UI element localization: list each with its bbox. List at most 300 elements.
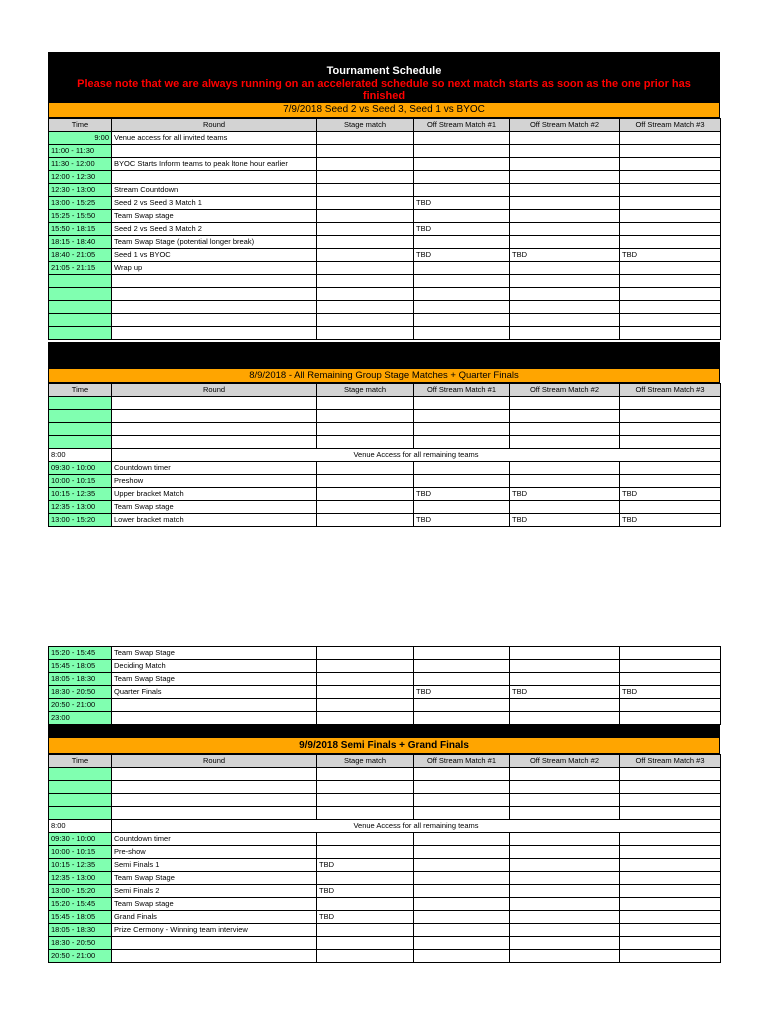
schedule-row bbox=[49, 327, 721, 340]
schedule-cell bbox=[620, 262, 721, 275]
schedule-cell bbox=[317, 184, 414, 197]
schedule-cell bbox=[112, 768, 317, 781]
schedule-row bbox=[49, 436, 721, 449]
schedule-cell bbox=[317, 699, 414, 712]
schedule-cell: Semi Finals 1 bbox=[112, 859, 317, 872]
schedule-cell: Countdown timer bbox=[112, 462, 317, 475]
column-header: Off Stream Match #1 bbox=[414, 755, 510, 768]
schedule-cell bbox=[317, 197, 414, 210]
schedule-cell bbox=[317, 846, 414, 859]
schedule-cell: Stream Countdown bbox=[112, 184, 317, 197]
schedule-row bbox=[49, 514, 721, 527]
schedule-cell bbox=[414, 301, 510, 314]
schedule-cell bbox=[620, 223, 721, 236]
time-cell: 18:30 - 20:50 bbox=[49, 686, 112, 699]
schedule-cell bbox=[620, 660, 721, 673]
schedule-cell bbox=[510, 950, 620, 963]
schedule-cell bbox=[414, 807, 510, 820]
schedule-cell bbox=[620, 275, 721, 288]
time-cell: 21:05 - 21:15 bbox=[49, 262, 112, 275]
schedule-cell bbox=[510, 660, 620, 673]
time-cell: 15:20 - 15:45 bbox=[49, 647, 112, 660]
column-header: Off Stream Match #3 bbox=[620, 119, 721, 132]
schedule-row bbox=[49, 833, 721, 846]
schedule-cell bbox=[414, 397, 510, 410]
schedule-cell bbox=[317, 249, 414, 262]
schedule-cell bbox=[414, 859, 510, 872]
schedule-cell bbox=[620, 301, 721, 314]
schedule-row bbox=[49, 314, 721, 327]
schedule-cell bbox=[620, 327, 721, 340]
time-cell bbox=[49, 794, 112, 807]
schedule-row bbox=[49, 275, 721, 288]
schedule-cell bbox=[510, 145, 620, 158]
schedule-cell bbox=[414, 132, 510, 145]
schedule-cell bbox=[317, 488, 414, 501]
column-header: Time bbox=[49, 119, 112, 132]
schedule-row bbox=[49, 794, 721, 807]
time-cell: 18:05 - 18:30 bbox=[49, 673, 112, 686]
schedule-cell bbox=[317, 223, 414, 236]
schedule-cell bbox=[317, 950, 414, 963]
schedule-cell: TBD bbox=[510, 686, 620, 699]
time-cell: 23:00 bbox=[49, 712, 112, 725]
column-header: Off Stream Match #3 bbox=[620, 384, 721, 397]
schedule-cell bbox=[510, 327, 620, 340]
time-cell: 11:00 - 11:30 bbox=[49, 145, 112, 158]
schedule-cell bbox=[414, 145, 510, 158]
schedule-cell bbox=[112, 288, 317, 301]
schedule-row bbox=[49, 872, 721, 885]
schedule-cell bbox=[317, 768, 414, 781]
schedule-cell bbox=[510, 885, 620, 898]
schedule-cell bbox=[112, 275, 317, 288]
schedule-row bbox=[49, 223, 721, 236]
schedule-cell: Venue access for all invited teams bbox=[112, 132, 317, 145]
schedule-cell bbox=[510, 859, 620, 872]
schedule-row bbox=[49, 807, 721, 820]
schedule-cell bbox=[317, 410, 414, 423]
schedule-cell: Grand Finals bbox=[112, 911, 317, 924]
schedule-cell bbox=[317, 314, 414, 327]
time-cell bbox=[49, 275, 112, 288]
schedule-cell: Quarter Finals bbox=[112, 686, 317, 699]
time-cell: 11:30 - 12:00 bbox=[49, 158, 112, 171]
schedule-cell bbox=[620, 673, 721, 686]
schedule-cell bbox=[317, 145, 414, 158]
schedule-cell: TBD bbox=[317, 911, 414, 924]
schedule-cell bbox=[510, 768, 620, 781]
schedule-row bbox=[49, 132, 721, 145]
schedule-row bbox=[49, 488, 721, 501]
schedule-cell: Deciding Match bbox=[112, 660, 317, 673]
schedule-cell: Team Swap Stage bbox=[112, 647, 317, 660]
schedule-row bbox=[49, 262, 721, 275]
schedule-cell bbox=[414, 314, 510, 327]
schedule-cell bbox=[620, 462, 721, 475]
schedule-row bbox=[49, 210, 721, 223]
schedule-cell bbox=[317, 872, 414, 885]
schedule-cell bbox=[317, 436, 414, 449]
schedule-row bbox=[49, 288, 721, 301]
schedule-cell bbox=[317, 132, 414, 145]
schedule-row bbox=[49, 184, 721, 197]
schedule-cell bbox=[414, 885, 510, 898]
schedule-cell: TBD bbox=[620, 514, 721, 527]
column-header-row bbox=[49, 384, 721, 397]
schedule-cell bbox=[317, 924, 414, 937]
schedule-cell bbox=[620, 158, 721, 171]
column-header: Off Stream Match #1 bbox=[414, 119, 510, 132]
schedule-cell bbox=[620, 501, 721, 514]
day2-table bbox=[48, 383, 721, 527]
schedule-cell bbox=[317, 794, 414, 807]
time-cell: 20:50 - 21:00 bbox=[49, 699, 112, 712]
schedule-cell bbox=[112, 301, 317, 314]
schedule-cell bbox=[112, 171, 317, 184]
schedule-cell bbox=[317, 647, 414, 660]
schedule-cell bbox=[317, 475, 414, 488]
schedule-row bbox=[49, 145, 721, 158]
schedule-cell bbox=[620, 410, 721, 423]
time-cell: 15:45 - 18:05 bbox=[49, 911, 112, 924]
schedule-cell bbox=[510, 410, 620, 423]
day3-table bbox=[48, 754, 721, 963]
column-header: Round bbox=[112, 755, 317, 768]
section-separator bbox=[48, 342, 720, 368]
schedule-cell bbox=[414, 846, 510, 859]
schedule-cell bbox=[620, 872, 721, 885]
schedule-cell: Lower bracket match bbox=[112, 514, 317, 527]
time-cell: 9:00 bbox=[49, 132, 112, 145]
schedule-cell bbox=[414, 327, 510, 340]
schedule-cell bbox=[510, 937, 620, 950]
time-cell: 18:40 - 21:05 bbox=[49, 249, 112, 262]
schedule-cell bbox=[510, 781, 620, 794]
schedule-cell bbox=[620, 197, 721, 210]
schedule-cell bbox=[510, 262, 620, 275]
schedule-cell bbox=[112, 145, 317, 158]
schedule-cell bbox=[620, 768, 721, 781]
schedule-cell bbox=[620, 781, 721, 794]
schedule-cell bbox=[112, 937, 317, 950]
time-cell: 12:35 - 13:00 bbox=[49, 501, 112, 514]
column-header: Off Stream Match #3 bbox=[620, 755, 721, 768]
time-cell: 10:00 - 10:15 bbox=[49, 846, 112, 859]
schedule-cell bbox=[510, 898, 620, 911]
schedule-cell bbox=[510, 210, 620, 223]
schedule-row bbox=[49, 410, 721, 423]
schedule-cell bbox=[414, 911, 510, 924]
column-header: Off Stream Match #2 bbox=[510, 384, 620, 397]
schedule-cell bbox=[620, 807, 721, 820]
schedule-cell: Seed 2 vs Seed 3 Match 2 bbox=[112, 223, 317, 236]
schedule-cell bbox=[620, 132, 721, 145]
schedule-cell bbox=[317, 423, 414, 436]
column-header: Off Stream Match #2 bbox=[510, 755, 620, 768]
schedule-row bbox=[49, 781, 721, 794]
schedule-cell bbox=[414, 872, 510, 885]
schedule-cell bbox=[510, 397, 620, 410]
time-cell: 12:35 - 13:00 bbox=[49, 872, 112, 885]
page-title: Tournament Schedule bbox=[326, 65, 442, 77]
time-cell: 10:15 - 12:35 bbox=[49, 859, 112, 872]
day1-table bbox=[48, 118, 721, 340]
schedule-cell bbox=[620, 911, 721, 924]
schedule-cell bbox=[414, 794, 510, 807]
section-separator bbox=[48, 724, 720, 737]
schedule-row bbox=[49, 686, 721, 699]
schedule-cell: BYOC Starts Inform teams to peak ltone hour earlier bbox=[112, 158, 317, 171]
time-cell bbox=[49, 410, 112, 423]
schedule-cell bbox=[317, 236, 414, 249]
schedule-cell bbox=[414, 660, 510, 673]
schedule-cell bbox=[620, 924, 721, 937]
time-cell bbox=[49, 807, 112, 820]
schedule-cell bbox=[414, 699, 510, 712]
schedule-cell: Upper bracket Match bbox=[112, 488, 317, 501]
day3-section bbox=[48, 754, 720, 963]
schedule-cell bbox=[414, 768, 510, 781]
schedule-cell: Prize Cermony - Winning team interview bbox=[112, 924, 317, 937]
column-header: Stage match bbox=[317, 755, 414, 768]
schedule-cell bbox=[112, 410, 317, 423]
schedule-cell bbox=[510, 462, 620, 475]
schedule-cell bbox=[414, 937, 510, 950]
schedule-cell bbox=[510, 301, 620, 314]
schedule-row bbox=[49, 249, 721, 262]
day2-section bbox=[48, 383, 720, 527]
schedule-cell: Team Swap Stage (potential longer break) bbox=[112, 236, 317, 249]
venue-access-row bbox=[49, 820, 721, 833]
schedule-cell bbox=[510, 223, 620, 236]
schedule-row bbox=[49, 397, 721, 410]
venue-access-text: Venue Access for all remaining teams bbox=[112, 820, 721, 833]
schedule-cell bbox=[112, 781, 317, 794]
time-cell: 09:30 - 10:00 bbox=[49, 462, 112, 475]
time-cell bbox=[49, 781, 112, 794]
schedule-cell bbox=[112, 436, 317, 449]
schedule-cell bbox=[510, 647, 620, 660]
time-cell: 13:00 - 15:20 bbox=[49, 885, 112, 898]
day2-continued-table bbox=[48, 646, 721, 725]
time-cell bbox=[49, 327, 112, 340]
schedule-row bbox=[49, 197, 721, 210]
time-cell bbox=[49, 423, 112, 436]
schedule-row bbox=[49, 475, 721, 488]
schedule-cell bbox=[620, 210, 721, 223]
schedule-row bbox=[49, 673, 721, 686]
schedule-cell bbox=[112, 807, 317, 820]
schedule-cell bbox=[620, 314, 721, 327]
schedule-cell bbox=[317, 833, 414, 846]
schedule-cell: TBD bbox=[620, 488, 721, 501]
schedule-cell bbox=[620, 397, 721, 410]
schedule-cell bbox=[112, 950, 317, 963]
schedule-cell: TBD bbox=[317, 859, 414, 872]
schedule-cell bbox=[414, 288, 510, 301]
schedule-row bbox=[49, 660, 721, 673]
schedule-cell: Team Swap stage bbox=[112, 210, 317, 223]
schedule-cell bbox=[112, 327, 317, 340]
schedule-cell bbox=[317, 514, 414, 527]
schedule-cell bbox=[510, 833, 620, 846]
schedule-cell bbox=[317, 686, 414, 699]
schedule-cell bbox=[317, 660, 414, 673]
schedule-cell: TBD bbox=[414, 249, 510, 262]
time-cell: 18:15 - 18:40 bbox=[49, 236, 112, 249]
schedule-cell bbox=[317, 262, 414, 275]
schedule-cell bbox=[510, 436, 620, 449]
day2-continued-section bbox=[48, 646, 720, 725]
schedule-cell bbox=[414, 462, 510, 475]
time-cell bbox=[49, 288, 112, 301]
schedule-cell bbox=[510, 132, 620, 145]
schedule-cell bbox=[620, 937, 721, 950]
time-cell bbox=[49, 436, 112, 449]
day2-banner: 8/9/2018 - All Remaining Group Stage Matches + Quarter Finals bbox=[48, 368, 720, 383]
schedule-cell: TBD bbox=[510, 514, 620, 527]
time-cell bbox=[49, 301, 112, 314]
time-cell bbox=[49, 314, 112, 327]
schedule-cell bbox=[112, 314, 317, 327]
schedule-cell: Team Swap Stage bbox=[112, 872, 317, 885]
schedule-cell bbox=[414, 436, 510, 449]
venue-access-row bbox=[49, 449, 721, 462]
schedule-cell bbox=[414, 475, 510, 488]
schedule-cell bbox=[510, 807, 620, 820]
schedule-row bbox=[49, 171, 721, 184]
column-header: Round bbox=[112, 384, 317, 397]
schedule-cell bbox=[414, 673, 510, 686]
schedule-cell bbox=[414, 898, 510, 911]
schedule-cell bbox=[510, 673, 620, 686]
schedule-cell: TBD bbox=[510, 249, 620, 262]
schedule-cell bbox=[510, 236, 620, 249]
time-cell: 18:05 - 18:30 bbox=[49, 924, 112, 937]
time-cell: 20:50 - 21:00 bbox=[49, 950, 112, 963]
schedule-cell: Seed 2 vs Seed 3 Match 1 bbox=[112, 197, 317, 210]
day1-banner: 7/9/2018 Seed 2 vs Seed 3, Seed 1 vs BYOC bbox=[48, 102, 720, 118]
column-header: Time bbox=[49, 384, 112, 397]
schedule-cell bbox=[414, 410, 510, 423]
schedule-row bbox=[49, 712, 721, 725]
schedule-cell bbox=[317, 807, 414, 820]
venue-access-text: Venue Access for all remaining teams bbox=[112, 449, 721, 462]
schedule-cell bbox=[414, 275, 510, 288]
column-header-row bbox=[49, 755, 721, 768]
schedule-cell bbox=[112, 699, 317, 712]
time-cell: 12:00 - 12:30 bbox=[49, 171, 112, 184]
schedule-cell: Semi Finals 2 bbox=[112, 885, 317, 898]
schedule-row bbox=[49, 501, 721, 514]
schedule-row bbox=[49, 423, 721, 436]
schedule-row bbox=[49, 859, 721, 872]
schedule-cell bbox=[317, 210, 414, 223]
header-block bbox=[48, 52, 720, 102]
schedule-cell bbox=[414, 236, 510, 249]
time-cell: 10:15 - 12:35 bbox=[49, 488, 112, 501]
schedule-row bbox=[49, 885, 721, 898]
schedule-row bbox=[49, 911, 721, 924]
schedule-row bbox=[49, 768, 721, 781]
schedule-cell bbox=[112, 397, 317, 410]
schedule-row bbox=[49, 937, 721, 950]
schedule-cell bbox=[620, 236, 721, 249]
schedule-cell bbox=[317, 327, 414, 340]
column-header: Off Stream Match #1 bbox=[414, 384, 510, 397]
time-cell bbox=[49, 397, 112, 410]
column-header: Round bbox=[112, 119, 317, 132]
column-header: Stage match bbox=[317, 119, 414, 132]
schedule-cell: TBD bbox=[414, 223, 510, 236]
schedule-cell bbox=[414, 501, 510, 514]
schedule-cell bbox=[414, 647, 510, 660]
column-header: Off Stream Match #2 bbox=[510, 119, 620, 132]
time-cell: 13:00 - 15:25 bbox=[49, 197, 112, 210]
time-cell: 15:50 - 18:15 bbox=[49, 223, 112, 236]
schedule-row bbox=[49, 236, 721, 249]
schedule-cell: Wrap up bbox=[112, 262, 317, 275]
time-cell: 09:30 - 10:00 bbox=[49, 833, 112, 846]
schedule-cell bbox=[510, 197, 620, 210]
schedule-cell bbox=[510, 158, 620, 171]
schedule-row bbox=[49, 462, 721, 475]
schedule-cell bbox=[510, 924, 620, 937]
schedule-cell bbox=[317, 275, 414, 288]
time-cell: 8:00 bbox=[49, 820, 112, 833]
schedule-cell: Team Swap stage bbox=[112, 898, 317, 911]
schedule-cell bbox=[510, 288, 620, 301]
schedule-cell: Seed 1 vs BYOC bbox=[112, 249, 317, 262]
time-cell: 8:00 bbox=[49, 449, 112, 462]
schedule-cell bbox=[620, 794, 721, 807]
schedule-cell bbox=[510, 314, 620, 327]
schedule-cell bbox=[510, 794, 620, 807]
schedule-cell bbox=[620, 184, 721, 197]
schedule-cell bbox=[414, 924, 510, 937]
schedule-cell bbox=[317, 937, 414, 950]
schedule-row bbox=[49, 647, 721, 660]
schedule-row bbox=[49, 301, 721, 314]
schedule-cell: TBD bbox=[414, 686, 510, 699]
day3-banner: 9/9/2018 Semi Finals + Grand Finals bbox=[48, 737, 720, 754]
schedule-cell bbox=[112, 794, 317, 807]
schedule-row bbox=[49, 699, 721, 712]
schedule-cell: TBD bbox=[620, 249, 721, 262]
day1-section bbox=[48, 118, 720, 340]
time-cell: 18:30 - 20:50 bbox=[49, 937, 112, 950]
schedule-cell: TBD bbox=[317, 885, 414, 898]
schedule-cell bbox=[620, 712, 721, 725]
schedule-cell bbox=[620, 699, 721, 712]
time-cell bbox=[49, 768, 112, 781]
schedule-cell bbox=[414, 712, 510, 725]
schedule-cell bbox=[620, 846, 721, 859]
schedule-cell bbox=[317, 397, 414, 410]
schedule-cell bbox=[414, 210, 510, 223]
schedule-cell bbox=[317, 712, 414, 725]
schedule-cell bbox=[317, 288, 414, 301]
schedule-cell: TBD bbox=[620, 686, 721, 699]
schedule-cell: Countdown timer bbox=[112, 833, 317, 846]
schedule-cell bbox=[317, 501, 414, 514]
time-cell: 12:30 - 13:00 bbox=[49, 184, 112, 197]
schedule-cell bbox=[317, 673, 414, 686]
schedule-row bbox=[49, 924, 721, 937]
schedule-cell bbox=[510, 501, 620, 514]
schedule-row bbox=[49, 898, 721, 911]
